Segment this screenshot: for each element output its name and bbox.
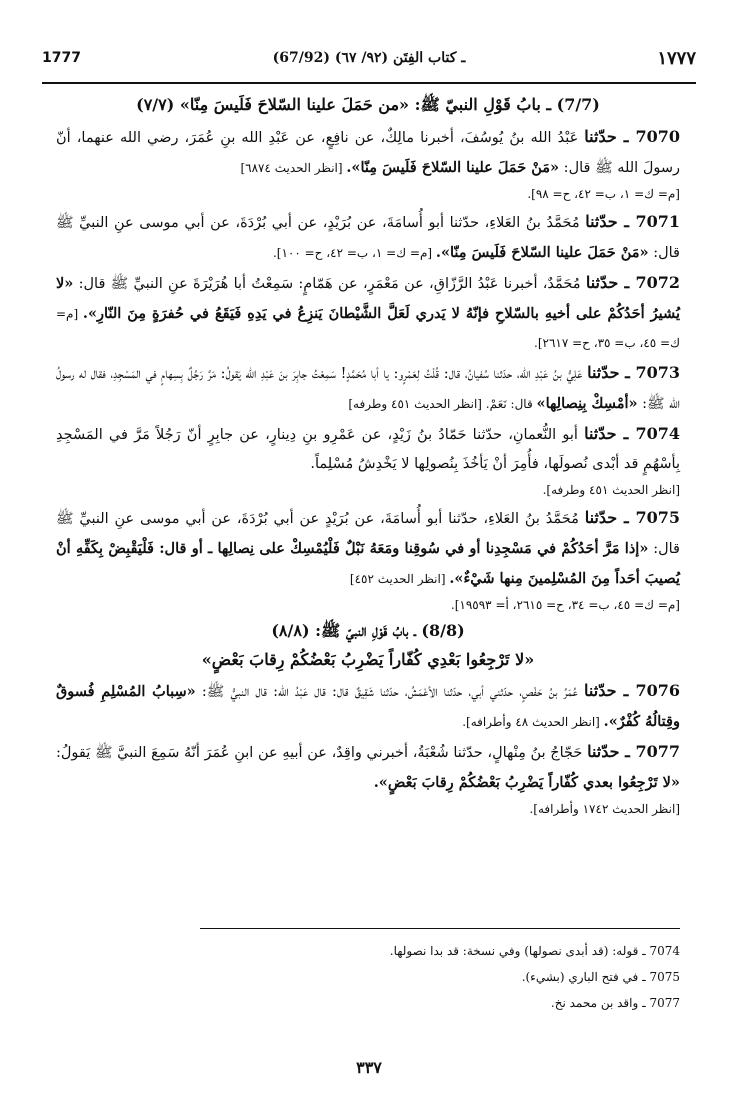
hadith-7074	[56, 419, 680, 479]
hadith-quote: «سِبابُ المُسْلِمِ فُسوقٌ وقِتالُهُ كُفْرٌ».	[56, 683, 680, 730]
hadith-text: حَجّاجُ بنُ مِنْهالٍ، حدّثنا شُعْبَةُ، أخبرني واقِدٌ، عن أبيهِ عن ابنِ عُمَرَ أنّهُ سَمِعَ النبيَّ ﷺ يَقولُ:	[56, 745, 588, 761]
hadith-number: 7072 ـ حدّثنا	[585, 273, 680, 292]
hadith-number: 7073 ـ حدّثنا	[587, 363, 680, 382]
hadith-cross-reference: [م= ك= ٤٥، ب= ٣٤، ح= ٢٦١٥، أ= ١٩٥٩٣].	[450, 598, 680, 612]
page-number: ٣٣٧	[356, 1058, 382, 1077]
hadith-cross-reference: [انظر الحديث ٤٥١ وطرفه].	[542, 483, 680, 497]
footnotes	[200, 938, 680, 1016]
footnote-rule	[200, 928, 680, 929]
header-page-number-arabic: ١٧٧٧	[657, 48, 696, 69]
hadith-reference: [انظر الحديث ٤٨ وأطرافه].	[462, 715, 604, 729]
hadith-quote: «لا تَرْجِعُوا بعدي كُفّاراً يَضْرِبُ بَعْضُكُمْ رِقابَ بَعْضٍ».	[373, 774, 680, 791]
hadith-cross-reference: [م= ك= ١، ب= ٤٢، ح= ٩٨].	[527, 187, 680, 201]
hadith-reference: [م= ك= ١، ب= ٤٢، ح= ١٠٠].	[272, 246, 436, 260]
hadith-quote: «إذا مَرَّ أحَدُكُمْ في مَسْجِدِنا أو في سُوقِنا ومَعَهُ نَبْلٌ فَلْيُمْسِكْ على نِصالِها ـ أو قال: فَلْيَقْبِضْ بِكَفِّهِ أنْ يُصيبَ أحَداً مِنَ المُسْلِمينَ مِنها شَيْءٌ».	[56, 540, 680, 587]
hadith-quote: «مَنْ حَمَلَ علينا السّلاحَ فَلَيسَ مِنّا».	[435, 244, 649, 261]
hadith-number: 7075 ـ حدّثنا	[584, 508, 680, 527]
hadith-text: مُحَمَّدٌ، أخبرنا عَبْدُ الرَّزّاقِ، عن مَعْمَرٍ، عن هَمّامٍ: سَمِعْتُ أبا هُرَيْرَةَ عنِ النبيِّ ﷺ قال:	[73, 276, 586, 292]
hadith-7070	[56, 122, 680, 183]
hadith-reference: [م= ك= ٤٥، ب= ٣٥، ح= ٢٦١٧].	[56, 307, 680, 350]
running-header	[42, 46, 696, 80]
hadith-text: مُحَمَّدُ بنُ العَلاءِ، حدّثنا أبو أُسامَةَ، عن بُرَيْدٍ عن أبي بُرْدَةَ، عن أبي موسى عنِ النبيِّ ﷺ قال:	[56, 511, 680, 557]
header-rule	[42, 82, 696, 84]
footnote: 7074 ـ قوله: (قد أبدى نصولها) وفي نسخة: قد بدا نصولها.	[389, 944, 680, 958]
hadith-7075	[56, 503, 680, 594]
hadith-number: 7074 ـ حدّثنا	[584, 424, 680, 443]
footnote: 7075 ـ في فتح الباري (بشيء).	[521, 970, 680, 984]
hadith-number: 7070 ـ حدّثنا	[584, 127, 680, 146]
hadith-quote: «أمْسِكْ بِنِصالِها»	[536, 395, 638, 412]
hadith-reference: قال: نَعَمْ. [انظر الحديث ٤٥١ وطرفه]	[348, 397, 537, 411]
chapter-heading: (7/7) ـ بابُ قَوْلِ النبيّ ﷺ: «من حَمَلَ علينا السّلاحَ فَلَيسَ مِنّا» (٧/٧)	[136, 95, 600, 114]
footnote: 7077 ـ واقد بن محمد نخ.	[550, 996, 680, 1010]
chapter-heading: (8/8) ـ بابُ قَوْلِ النبيّ ﷺ: (٨/٨)	[271, 621, 465, 640]
header-title: (67/92) ـ كتاب الفِتَن (٩٢/ ٦٧)	[272, 50, 466, 66]
hadith-reference: [انظر الحديث ٤٥٢]	[349, 572, 450, 586]
hadith-text: مُحَمَّدُ بنُ العَلاءِ، حدّثنا أبو أُسامَةَ، عن بُرَيْدٍ، عن أبي بُرْدَةَ، عن أبي موسى عنِ النبيِّ ﷺ قال:	[56, 215, 680, 261]
hadith-text: عُمَرُ بنُ حَفْصٍ، حدّثني أبي، حدّثنا الأعْمَشُ، حدّثنا شَقِيقٌ قال: قال عَبْدُ الله: قال النبيُّ ﷺ:	[195, 684, 585, 700]
hadith-7071	[56, 207, 680, 268]
hadith-7073	[56, 358, 680, 419]
hadith-number: 7076 ـ حدّثنا	[584, 681, 680, 700]
hadith-text: أبو النُّعمانِ، حدّثنا حَمّادُ بنُ زَيْدٍ، عن عَمْرِو بنِ دِينارٍ، عن جابِرٍ أنّ رَجُلاً مَرَّ في المَسْجِدِ بِأسْهُمٍ قد أبْدى نُصولَها، فأُمِرَ أنْ يَأخُذَ بِنُصولِها لا يَخْدِشُ مُسْلِماً.	[56, 427, 680, 472]
hadith-text: عَلِيُّ بنُ عَبْدِ الله، حدّثنا سُفيانُ، قال: قُلْتُ لِعَمْرٍو: يا أبا مُحَمَّدٍ! سَمِعْتُ جابِرَ بنَ عَبْدِ الله يَقولُ: مَرَّ رَجُلٌ بِسِهامٍ في المَسْجِدِ، فقال له رسولُ الله ﷺ:	[56, 366, 680, 412]
hadith-text: عَبْدُ الله بنُ يُوسُفَ، أخبرنا مالِكٌ، عن نافِعٍ، عن عَبْدِ الله بنِ عُمَرَ، رضي الله عنهما، أنّ رسولَ الله ﷺ قال:	[56, 130, 680, 176]
hadith-quote: «مَنْ حَمَلَ علينا السّلاحَ فَلَيسَ مِنّا».	[346, 159, 560, 176]
hadith-cross-reference: [انظر الحديث ١٧٤٢ وأطرافه].	[529, 802, 680, 816]
chapter-subheading: «لا تَرْجِعُوا بَعْدِي كُفّاراً يَضْرِبُ بَعْضُكُمْ رِقابَ بَعْضٍ»	[201, 650, 535, 669]
main-text	[56, 90, 680, 822]
hadith-7076	[56, 676, 680, 737]
hadith-7072	[56, 268, 680, 358]
header-page-number-latin: 1777	[42, 50, 81, 66]
hadith-7077	[56, 737, 680, 798]
hadith-reference: [انظر الحديث ٦٨٧٤]	[240, 161, 347, 175]
hadith-number: 7071 ـ حدّثنا	[585, 212, 681, 231]
hadith-quote: «لا يُشيرُ أحَدُكُمْ على أخيهِ بالسّلاحِ فإنّهُ لا يَدري لَعَلَّ الشَّيْطانَ يَنزِعُ في يَدِهِ فَيَقَعُ في حُفرَةٍ مِنَ النّارِ».	[56, 275, 680, 322]
hadith-number: 7077 ـ حدّثنا	[587, 742, 680, 761]
